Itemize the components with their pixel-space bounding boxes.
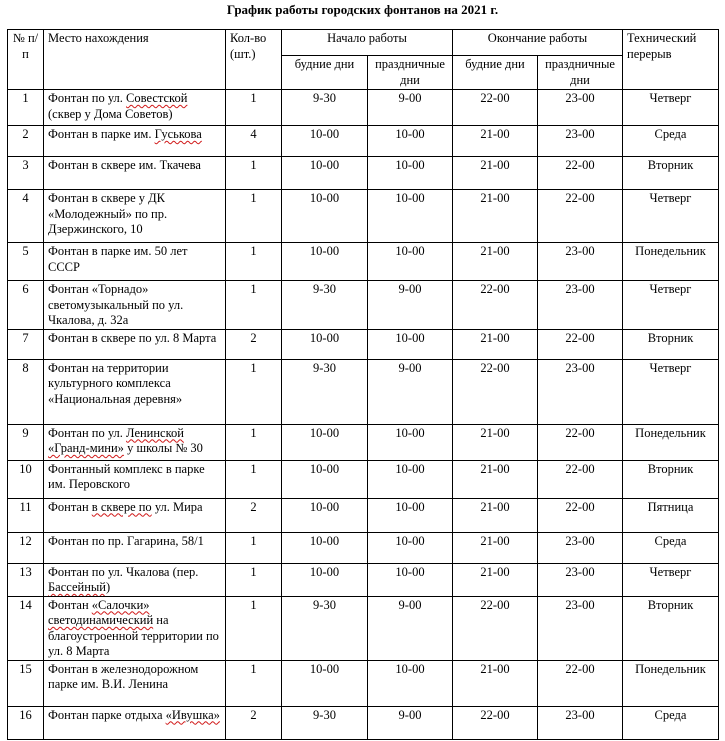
row-start-weekday: 10-00 xyxy=(282,126,368,157)
row-quantity: 1 xyxy=(226,281,282,330)
header-num: № п/п xyxy=(8,30,44,90)
row-number: 15 xyxy=(8,660,44,706)
row-number: 5 xyxy=(8,243,44,281)
row-location xyxy=(44,563,226,596)
row-location xyxy=(44,190,226,243)
table-row xyxy=(8,660,719,706)
row-break-day: Четверг xyxy=(623,90,719,126)
header-end: Окончание работы xyxy=(453,30,623,56)
row-quantity: 1 xyxy=(226,563,282,596)
row-end-holiday: 22-00 xyxy=(538,424,623,460)
row-end-weekday: 21-00 xyxy=(453,329,538,359)
row-end-holiday: 23-00 xyxy=(538,243,623,281)
location-text-flagged: Гуськова xyxy=(154,127,202,141)
row-start-holiday: 10-00 xyxy=(368,424,453,460)
row-start-weekday: 9-30 xyxy=(282,90,368,126)
location-text: у школы № 30 xyxy=(123,441,203,455)
row-start-weekday: 9-30 xyxy=(282,359,368,424)
location-text: Фонтан в парке им. 50 лет СССР xyxy=(48,244,188,274)
row-end-holiday: 23-00 xyxy=(538,90,623,126)
location-text: Фонтан по пр. Гагарина, 58/1 xyxy=(48,533,204,548)
table-row xyxy=(8,243,719,281)
row-break-day: Среда xyxy=(623,532,719,563)
row-start-holiday: 9-00 xyxy=(368,706,453,739)
row-start-holiday: 10-00 xyxy=(368,329,453,359)
row-location xyxy=(44,424,226,460)
table-row xyxy=(8,126,719,157)
row-start-weekday: 10-00 xyxy=(282,190,368,243)
header-start-holidays: праздничные дни xyxy=(368,56,453,90)
row-number: 2 xyxy=(8,126,44,157)
row-start-weekday: 9-30 xyxy=(282,706,368,739)
row-start-holiday: 9-00 xyxy=(368,359,453,424)
fountain-schedule-table xyxy=(7,29,719,740)
row-break-day: Четверг xyxy=(623,359,719,424)
row-start-holiday: 10-00 xyxy=(368,190,453,243)
location-text-flagged: Бассейный xyxy=(48,580,106,594)
table-row xyxy=(8,460,719,498)
row-end-holiday: 22-00 xyxy=(538,329,623,359)
location-text: Фонтан парке отдыха xyxy=(48,707,166,722)
row-end-holiday: 22-00 xyxy=(538,660,623,706)
table-row xyxy=(8,498,719,532)
header-location: Место нахождения xyxy=(44,30,226,90)
location-text: Фонтан в железнодорожном парке им. В.И. Ленина xyxy=(48,661,199,691)
row-break-day: Понедельник xyxy=(623,243,719,281)
row-location xyxy=(44,243,226,281)
row-start-weekday: 10-00 xyxy=(282,157,368,190)
row-quantity: 2 xyxy=(226,329,282,359)
row-end-holiday: 23-00 xyxy=(538,706,623,739)
row-quantity: 1 xyxy=(226,460,282,498)
row-start-holiday: 9-00 xyxy=(368,90,453,126)
location-text: (сквер у Дома Советов) xyxy=(48,106,173,121)
location-text: Фонтан в сквере по ул. 8 Марта xyxy=(48,330,217,345)
row-end-holiday: 22-00 xyxy=(538,498,623,532)
row-number: 13 xyxy=(8,563,44,596)
row-start-holiday: 10-00 xyxy=(368,498,453,532)
row-number: 1 xyxy=(8,90,44,126)
row-quantity: 1 xyxy=(226,243,282,281)
table-body xyxy=(8,90,719,740)
row-end-weekday: 21-00 xyxy=(453,157,538,190)
header-start-weekdays: будние дни xyxy=(282,56,368,90)
row-break-day: Вторник xyxy=(623,596,719,660)
row-break-day: Вторник xyxy=(623,460,719,498)
row-break-day: Вторник xyxy=(623,329,719,359)
row-break-day: Среда xyxy=(623,706,719,739)
row-break-day: Четверг xyxy=(623,190,719,243)
table-row xyxy=(8,424,719,460)
table-row xyxy=(8,281,719,330)
location-text: Фонтан по ул. xyxy=(48,425,127,440)
row-quantity: 2 xyxy=(226,706,282,739)
row-end-holiday: 23-00 xyxy=(538,563,623,596)
row-start-weekday: 10-00 xyxy=(282,660,368,706)
row-number: 3 xyxy=(8,157,44,190)
row-number: 16 xyxy=(8,706,44,739)
row-start-weekday: 10-00 xyxy=(282,460,368,498)
row-end-weekday: 21-00 xyxy=(453,126,538,157)
row-end-holiday: 22-00 xyxy=(538,157,623,190)
row-quantity: 2 xyxy=(226,498,282,532)
header-break: Технический перерыв xyxy=(623,30,719,90)
row-end-weekday: 21-00 xyxy=(453,563,538,596)
row-number: 9 xyxy=(8,424,44,460)
row-start-holiday: 10-00 xyxy=(368,660,453,706)
table-row xyxy=(8,329,719,359)
page-title: График работы городских фонтанов на 2021 г. xyxy=(226,2,499,17)
row-number: 12 xyxy=(8,532,44,563)
row-location xyxy=(44,281,226,330)
row-end-weekday: 22-00 xyxy=(453,596,538,660)
row-start-weekday: 10-00 xyxy=(282,498,368,532)
location-text: Фонтан xyxy=(48,499,92,514)
row-end-weekday: 21-00 xyxy=(453,190,538,243)
row-end-weekday: 21-00 xyxy=(453,243,538,281)
row-end-weekday: 22-00 xyxy=(453,359,538,424)
row-quantity: 1 xyxy=(226,660,282,706)
table-row xyxy=(8,90,719,126)
header-end-weekdays: будние дни xyxy=(453,56,538,90)
row-start-holiday: 10-00 xyxy=(368,126,453,157)
row-quantity: 1 xyxy=(226,532,282,563)
row-end-holiday: 23-00 xyxy=(538,596,623,660)
row-end-holiday: 23-00 xyxy=(538,126,623,157)
row-start-holiday: 10-00 xyxy=(368,532,453,563)
row-end-weekday: 21-00 xyxy=(453,498,538,532)
row-location xyxy=(44,90,226,126)
location-text-flagged: светодинамический xyxy=(48,613,154,627)
row-start-weekday: 9-30 xyxy=(282,596,368,660)
table-row xyxy=(8,563,719,596)
row-number: 10 xyxy=(8,460,44,498)
row-end-holiday: 23-00 xyxy=(538,281,623,330)
row-start-holiday: 10-00 xyxy=(368,460,453,498)
location-text-flagged: Ленинской xyxy=(126,425,184,440)
location-text-flagged: «Ивушка» xyxy=(165,707,220,722)
row-end-holiday: 22-00 xyxy=(538,460,623,498)
row-number: 11 xyxy=(8,498,44,532)
location-text: Фонтан на территории культурного комплекса «Национальная деревня» xyxy=(48,360,183,406)
row-start-holiday: 9-00 xyxy=(368,596,453,660)
row-number: 6 xyxy=(8,281,44,330)
row-end-weekday: 21-00 xyxy=(453,532,538,563)
row-location xyxy=(44,126,226,157)
table-row xyxy=(8,190,719,243)
location-text: Фонтан «Торнадо» светомузыкальный по ул. Чкалова, д. 32а xyxy=(48,282,184,327)
location-text: Фонтан в парке им. xyxy=(48,127,155,141)
header-end-holidays: праздничные дни xyxy=(538,56,623,90)
row-number: 8 xyxy=(8,359,44,424)
row-end-weekday: 21-00 xyxy=(453,460,538,498)
table-row xyxy=(8,532,719,563)
header-quantity: Кол-во (шт.) xyxy=(226,30,282,90)
row-start-weekday: 10-00 xyxy=(282,532,368,563)
row-break-day: Пятница xyxy=(623,498,719,532)
row-end-holiday: 23-00 xyxy=(538,359,623,424)
row-start-weekday: 10-00 xyxy=(282,243,368,281)
row-start-weekday: 10-00 xyxy=(282,424,368,460)
row-location xyxy=(44,157,226,190)
row-end-weekday: 22-00 xyxy=(453,281,538,330)
row-break-day: Понедельник xyxy=(623,660,719,706)
table-row xyxy=(8,596,719,660)
location-text: Фонтан в сквере у ДК «Молодежный» по пр. Дзержинского, 10 xyxy=(48,191,168,236)
row-location xyxy=(44,660,226,706)
table-row xyxy=(8,359,719,424)
location-text-flagged: в сквере по xyxy=(91,499,152,514)
row-end-weekday: 21-00 xyxy=(453,424,538,460)
table-row xyxy=(8,706,719,739)
row-break-day: Четверг xyxy=(623,281,719,330)
row-location xyxy=(44,532,226,563)
row-location xyxy=(44,329,226,359)
row-start-holiday: 10-00 xyxy=(368,243,453,281)
row-quantity: 1 xyxy=(226,190,282,243)
row-number: 7 xyxy=(8,329,44,359)
row-quantity: 1 xyxy=(226,424,282,460)
location-text: Фонтан xyxy=(48,597,92,612)
row-start-holiday: 9-00 xyxy=(368,281,453,330)
location-text: ул. Мира xyxy=(151,499,203,514)
row-number: 4 xyxy=(8,190,44,243)
row-quantity: 1 xyxy=(226,596,282,660)
row-start-holiday: 10-00 xyxy=(368,563,453,596)
row-start-weekday: 10-00 xyxy=(282,563,368,596)
header-start: Начало работы xyxy=(282,30,453,56)
location-text: Фонтан по ул. xyxy=(48,91,127,105)
location-text: ) xyxy=(106,580,111,594)
row-start-weekday: 10-00 xyxy=(282,329,368,359)
row-end-weekday: 22-00 xyxy=(453,90,538,126)
row-quantity: 4 xyxy=(226,126,282,157)
location-text: Фонтанный комплекс в парке им. Перовского xyxy=(48,461,205,491)
row-end-weekday: 21-00 xyxy=(453,660,538,706)
location-text-flagged: «Гранд-мини» xyxy=(48,441,124,455)
row-number: 14 xyxy=(8,596,44,660)
row-end-holiday: 22-00 xyxy=(538,190,623,243)
location-text: на благоустроенной территории по ул. 8 Марта xyxy=(48,613,219,658)
row-break-day: Среда xyxy=(623,126,719,157)
row-location xyxy=(44,498,226,532)
row-start-weekday: 9-30 xyxy=(282,281,368,330)
row-quantity: 1 xyxy=(226,157,282,190)
table-header xyxy=(8,30,719,90)
location-text-flagged: «Салочки» xyxy=(91,597,150,612)
row-location xyxy=(44,596,226,660)
row-quantity: 1 xyxy=(226,359,282,424)
location-text: Фонтан в сквере им. Ткачева xyxy=(48,158,201,172)
row-break-day: Понедельник xyxy=(623,424,719,460)
row-start-holiday: 10-00 xyxy=(368,157,453,190)
location-text: Фонтан по ул. Чкалова (пер. xyxy=(48,564,199,579)
row-break-day: Вторник xyxy=(623,157,719,190)
row-end-holiday: 23-00 xyxy=(538,532,623,563)
table-row xyxy=(8,157,719,190)
row-quantity: 1 xyxy=(226,90,282,126)
row-location xyxy=(44,359,226,424)
row-end-weekday: 22-00 xyxy=(453,706,538,739)
row-location xyxy=(44,460,226,498)
row-location xyxy=(44,706,226,739)
location-text-flagged: Совестской xyxy=(126,91,188,105)
row-break-day: Четверг xyxy=(623,563,719,596)
